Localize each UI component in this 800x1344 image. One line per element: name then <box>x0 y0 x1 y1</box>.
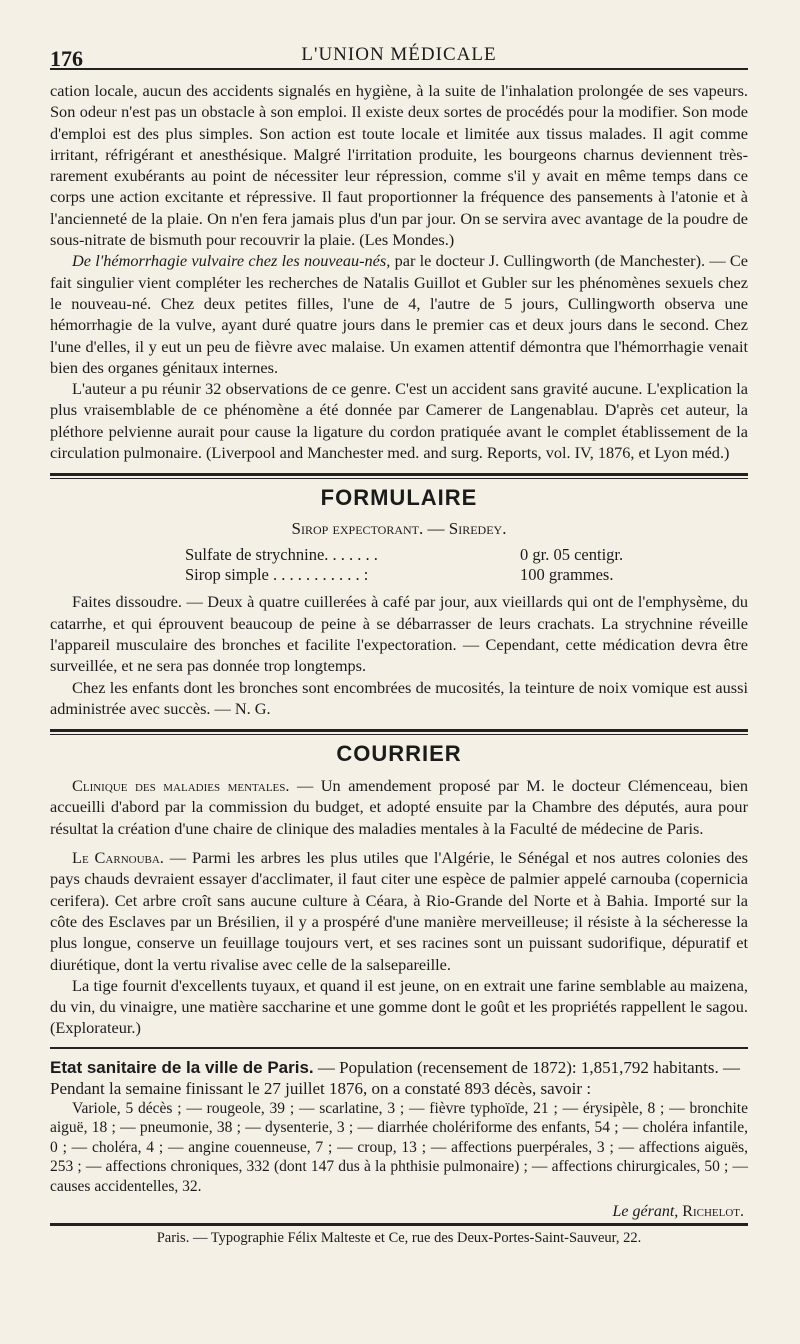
etat-intro-text: — Population (recensement de 1872): 1,851,792 habitants. — Pendant la semaine finissant le 27 juillet 1876, on a constaté 893 décès, savoir : <box>50 1057 740 1098</box>
intro-section <box>50 80 748 463</box>
hemorrhage-paragraph-1 <box>50 250 748 378</box>
ingredient-name: Sulfate de strychnine. . . . . . . <box>185 545 378 565</box>
ingredient-dose: 100 grammes. <box>520 565 614 585</box>
journal-title: L'UNION MÉDICALE <box>301 44 497 65</box>
clinique-paragraph <box>50 775 748 839</box>
gerant-label: Le gérant, <box>612 1202 679 1220</box>
carnouba-title: Le Carnouba. <box>72 848 164 868</box>
section-divider <box>50 473 748 479</box>
formulaire-text <box>50 591 748 719</box>
ingredient-row <box>185 545 655 565</box>
etat-title: Etat sanitaire de la ville de Paris. <box>50 1057 314 1077</box>
formulaire-paragraph-1: Faites dissoudre. — Deux à quatre cuillerées à café par jour, aux vieillards qui ont de l'emphysème, du catarrhe, et qui éprouvent beaucoup de peine à se débarrasser de leurs crachats. La strychnine réveille l'appareil musculaire des bronches et facilite l'expectoration. — Cependant, cette médication devra être surveillée, et ne sera pas donnée trop longtemps. <box>50 592 748 676</box>
courrier-text <box>50 775 748 1039</box>
formulaire-heading: FORMULAIRE <box>320 485 478 511</box>
etat-list: Variole, 5 décès ; — rougeole, 39 ; — scarlatine, 3 ; — fièvre typhoïde, 21 ; — érysipèle, 8 ; — bronchite aiguë, 18 ; — pneumonie, 38 ; — dysenterie, 3 ; — diarrhée cholériforme des enfants, 54 ; — choléra infantile, 0 ; — choléra, 4 ; — angine couenneuse, 7 ; — croup, 13 ; — affections puerpérales, 3 ; — affections aiguës, 253 ; — affections chroniques, 332 (dont 147 dus à la phthisie pulmonaire) ; — affections chirurgicales, 50 ; — causes accidentelles, 32. <box>50 1099 748 1196</box>
ingredient-name: Sirop simple . . . . . . . . . . . : <box>185 565 369 585</box>
hemorrhage-text: par le docteur J. Cullingworth (de Manchester). — Ce fait singulier vient compléter les recherches de Natalis Guillot et Gubler sur les phénomènes sexuels chez le nouveau-né. Chez deux petites filles, l'une de 4, l'autre de 5 jours, Cullingworth observa une hémorrhagie de la vulve, ayant duré quatre jours dans le premier cas et deux jours dans le second. Chez l'une d'elles, il y eut un peu de fièvre avec malaise. Un examen attentif démontra que l'hémorrhagie venait bien des organes génitaux internes. <box>50 251 749 377</box>
clinique-text: — Un amendement proposé par M. le docteur Clémenceau, bien accueilli d'abord par la commission du budget, et adopté ensuite par la Chambre des députés, aura pour résultat la création d'une chaire de clinique des maladies mentales à la Faculté de médecine de Paris. <box>50 776 748 838</box>
ingredient-dose: 0 gr. 05 centigr. <box>520 545 624 565</box>
courrier-heading: COURRIER <box>336 741 462 767</box>
etat-section <box>50 1057 748 1197</box>
footer-divider <box>50 1223 748 1226</box>
hemorrhage-title: De l'hémorrhagie vulvaire chez les nouveau-nés, <box>72 251 391 271</box>
ingredient-row <box>185 565 655 585</box>
carnouba-paragraph-2: La tige fournit d'excellents tuyaux, et quand il est jeune, on en extrait une farine semblable au maizena, du vin, du vinaigre, une matière saccharine et une gomme dont le goût et les propriétés rappellent le sagou. (Explorateur.) <box>50 975 748 1038</box>
ingredients-list <box>185 545 655 585</box>
intro-paragraph: cation locale, aucun des accidents signalés en hygiène, à la suite de l'inhalation prolongée de ses vapeurs. Son odeur n'est pas un obstacle à son emploi. Il existe deux sortes de procédés pour la modifier. Son mode d'emploi est des plus simples. Son action est toute locale et limitée aux tissus malades. Il agit comme irritant, réfrigérant et anesthésique. Malgré l'irritation produite, les bourgeons charnus deviennent très-rarement exubérants au point de nécessiter leur répression, comme s'il y avait en même temps dans ce corps une action excitante et répressive. Il faut proportionner la fréquence des pansements à l'atonie et à l'ancienneté de la plaie. On n'en fera jamais plus d'un par jour. On se servira avec avantage de la poudre de sous-nitrate de bismuth pour recouvrir la plaie. (Les Mondes.) <box>50 81 748 250</box>
etat-intro <box>50 1057 748 1099</box>
section-divider <box>50 729 748 735</box>
gerant-line <box>50 1203 744 1221</box>
clinique-title: Clinique des maladies mentales. <box>72 776 290 796</box>
page-number: 176 <box>50 46 83 71</box>
carnouba-text: — Parmi les arbres les plus utiles que l'Algérie, le Sénégal et nos autres colonies des pays chauds devraient essayer d'acclimater, il faut citer une espèce de palmier appelé carnouba (copernicia cerifera). Cet arbre croît sans aucune culture à Céara, à Rio-Grande del Norte et à Bahia. Importé sur la côte des Esclaves par un Brésilien, il y a prospéré d'une manière merveilleuse; il résiste à la sécheresse la plus longue, conserve un feuillage toujours vert, et ses racines sont un puissant sudorifique, dépuratif et diurétique, dont la vertu rivalise avec celle de la salsepareille. <box>50 848 748 974</box>
carnouba-paragraph <box>50 847 748 975</box>
page-header <box>50 38 748 70</box>
courrier-section <box>50 741 748 1039</box>
formulaire-section <box>50 485 748 719</box>
printer-footer: Paris. — Typographie Félix Malteste et Ce, rue des Deux-Portes-Saint-Sauveur, 22. <box>156 1229 642 1246</box>
section-divider <box>50 1047 748 1049</box>
hemorrhage-paragraph-2: L'auteur a pu réunir 32 observations de ce genre. C'est un accident sans gravité aucune. L'explication la plus vraisemblable de ce phénomène a été donnée par Camerer de Langenablau. D'après cet auteur, la pléthore pelvienne aurait pour cause la ligature du cordon pratiquée avant le complet établissement de la circulation pulmonaire. (Liverpool and Manchester med. and surg. Reports, vol. IV, 1876, et Lyon méd.) <box>50 379 748 463</box>
formulaire-paragraph-2: Chez les enfants dont les bronches sont encombrées de mucosités, la teinture de noix vomique est aussi administrée avec succès. — N. G. <box>50 677 748 718</box>
gerant-name: Richelot. <box>682 1202 744 1220</box>
recipe-title: Sirop expectorant. — Siredey. <box>291 519 507 539</box>
